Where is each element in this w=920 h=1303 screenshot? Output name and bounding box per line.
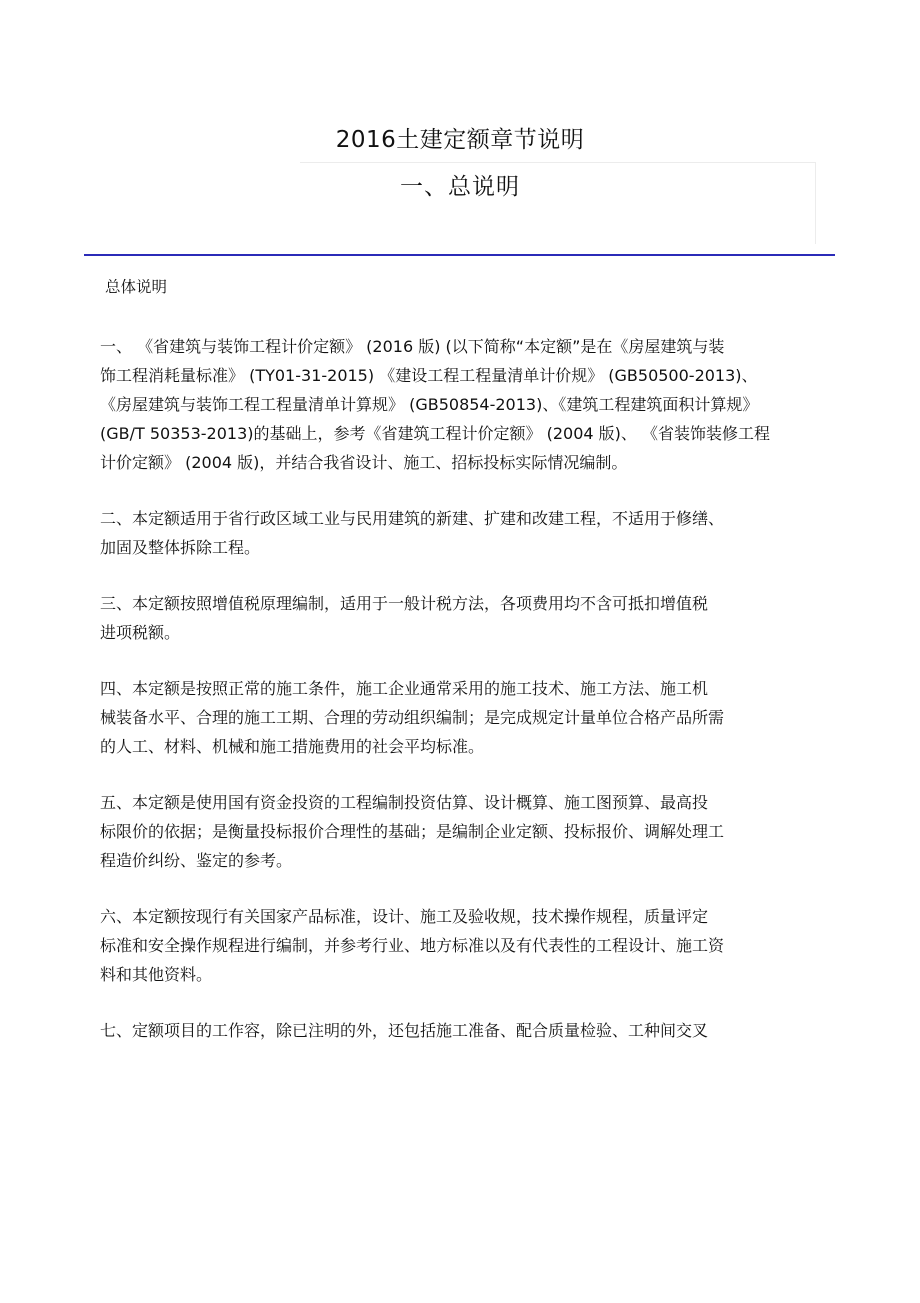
text-line: 标限价的依据；是衡量投标报价合理性的基础；是编制企业定额、投标报价、调解处理工 xyxy=(100,822,725,841)
paragraph-2 xyxy=(100,504,820,562)
text-line: 七、定额项目的工作容，除已注明的外，还包括施工准备、配合质量检验、工种间交叉 xyxy=(100,1021,709,1040)
section-label: 总体说明 xyxy=(105,278,168,296)
body-text xyxy=(100,332,820,1072)
paragraph-4 xyxy=(100,674,820,761)
text-line: 计价定额》 (2004 版)，并结合我省设计、施工、招标投标实际情况编制。 xyxy=(100,453,628,472)
text-line: 二、本定额适用于省行政区域工业与民用建筑的新建、扩建和改建工程，不适用于修缮、 xyxy=(100,509,725,528)
header-box-top-border xyxy=(300,162,816,163)
text-line: 三、本定额按照增值税原理编制，适用于一般计税方法，各项费用均不含可抵扣增值税 xyxy=(100,594,709,613)
paragraph-6 xyxy=(100,902,820,989)
text-line: 五、本定额是使用国有资金投资的工程编制投资估算、设计概算、施工图预算、最高投 xyxy=(100,793,709,812)
text-line: 料和其他资料。 xyxy=(100,965,213,984)
text-line: 一、 《省建筑与装饰工程计价定额》 (2016 版) (以下简称“本定额”是在《房屋建筑与装 xyxy=(100,337,725,356)
text-line: 程造价纠纷、鉴定的参考。 xyxy=(100,851,293,870)
text-line: 加固及整体拆除工程。 xyxy=(100,538,261,557)
text-line: 《房屋建筑与装饰工程工程量清单计算规》 (GB50854-2013)、《建筑工程建筑面积计算规》 xyxy=(100,395,759,414)
document-title: 2016土建定额章节说明 xyxy=(335,127,585,153)
paragraph-1 xyxy=(100,332,820,477)
text-line: 的人工、材料、机械和施工措施费用的社会平均标准。 xyxy=(100,737,485,756)
text-line: (GB/T 50353-2013)的基础上，参考《省建筑工程计价定额》 (2004 版)、 《省装饰装修工程 xyxy=(100,424,770,443)
paragraph-7 xyxy=(100,1016,820,1045)
text-line: 进项税额。 xyxy=(100,623,181,642)
text-line: 饰工程消耗量标准》 (TY01-31-2015) 《建设工程工程量清单计价规》 (GB50500-2013)、 xyxy=(100,366,758,385)
text-line: 四、本定额是按照正常的施工条件，施工企业通常采用的施工技术、施工方法、施工机 xyxy=(100,679,709,698)
paragraph-5 xyxy=(100,788,820,875)
text-line: 标准和安全操作规程进行编制，并参考行业、地方标准以及有代表性的工程设计、施工资 xyxy=(100,936,725,955)
header-divider xyxy=(84,254,835,256)
paragraph-3 xyxy=(100,589,820,647)
chapter-heading: 一、总说明 xyxy=(400,174,520,200)
text-line: 六、本定额按现行有关国家产品标准，设计、施工及验收规，技术操作规程，质量评定 xyxy=(100,907,709,926)
text-line: 械装备水平、合理的施工工期、合理的劳动组织编制；是完成规定计量单位合格产品所需 xyxy=(100,708,725,727)
